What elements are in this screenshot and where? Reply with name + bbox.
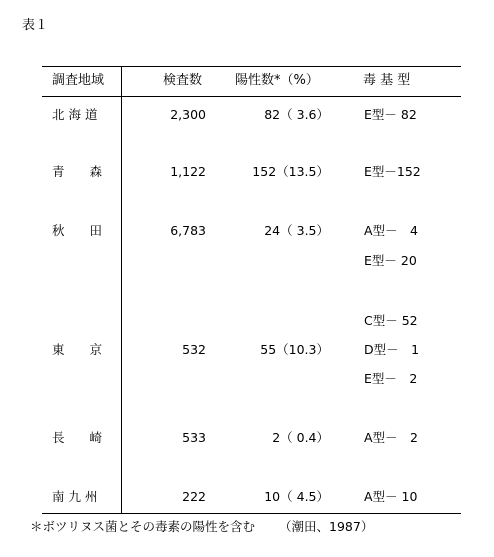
region-cell: 東 京 (52, 342, 103, 357)
count-cell: 2,300 (170, 107, 206, 122)
column-divider (121, 66, 122, 514)
positive-cell: 24（ 3.5） (264, 223, 329, 238)
toxin-type-cell: E型－ 20 (364, 253, 417, 268)
count-cell: 532 (182, 342, 206, 357)
positive-cell: 152（13.5） (252, 164, 329, 179)
footnote (30, 517, 373, 535)
count-cell: 533 (182, 430, 206, 445)
header-region: 調査地域 (52, 73, 105, 88)
positive-cell: 10（ 4.5） (264, 489, 329, 504)
toxin-type-cell: A型－ 4 (364, 223, 419, 238)
count-cell: 1,122 (170, 164, 206, 179)
toxin-type-cell: D型－ 1 (364, 342, 420, 357)
toxin-type-cell: E型－ 2 (364, 371, 418, 386)
positive-cell: 2（ 0.4） (272, 430, 329, 445)
header-toxin-type: 毒 基 型 (363, 73, 411, 88)
count-cell: 6,783 (170, 223, 206, 238)
region-cell: 秋 田 (52, 223, 103, 238)
region-cell: 青 森 (52, 164, 103, 179)
toxin-type-cell: A型－ 10 (364, 489, 418, 504)
source-citation: （潮田、1987） (279, 519, 374, 534)
header-rule (42, 96, 461, 97)
footnote-text: ＊ボツリヌス菌とその毒素の陽性を含む (30, 519, 256, 534)
toxin-type-cell: E型－ 82 (364, 107, 417, 122)
region-cell: 南 九 州 (52, 489, 98, 504)
toxin-type-cell: C型－ 52 (364, 313, 418, 328)
region-cell: 長 崎 (52, 430, 103, 445)
table-top-rule (42, 66, 461, 67)
toxin-type-cell: A型－ 2 (364, 430, 419, 445)
count-cell: 222 (182, 489, 206, 504)
toxin-type-cell: E型－152 (364, 164, 421, 179)
table-bottom-rule (42, 513, 461, 514)
header-count: 検査数 (163, 73, 203, 88)
data-table (42, 66, 461, 514)
table-caption: 表１ (22, 18, 49, 33)
positive-cell: 82（ 3.6） (264, 107, 329, 122)
region-cell: 北 海 道 (52, 107, 98, 122)
header-positive: 陽性数*（%） (235, 73, 319, 88)
positive-cell: 55（10.3） (260, 342, 329, 357)
